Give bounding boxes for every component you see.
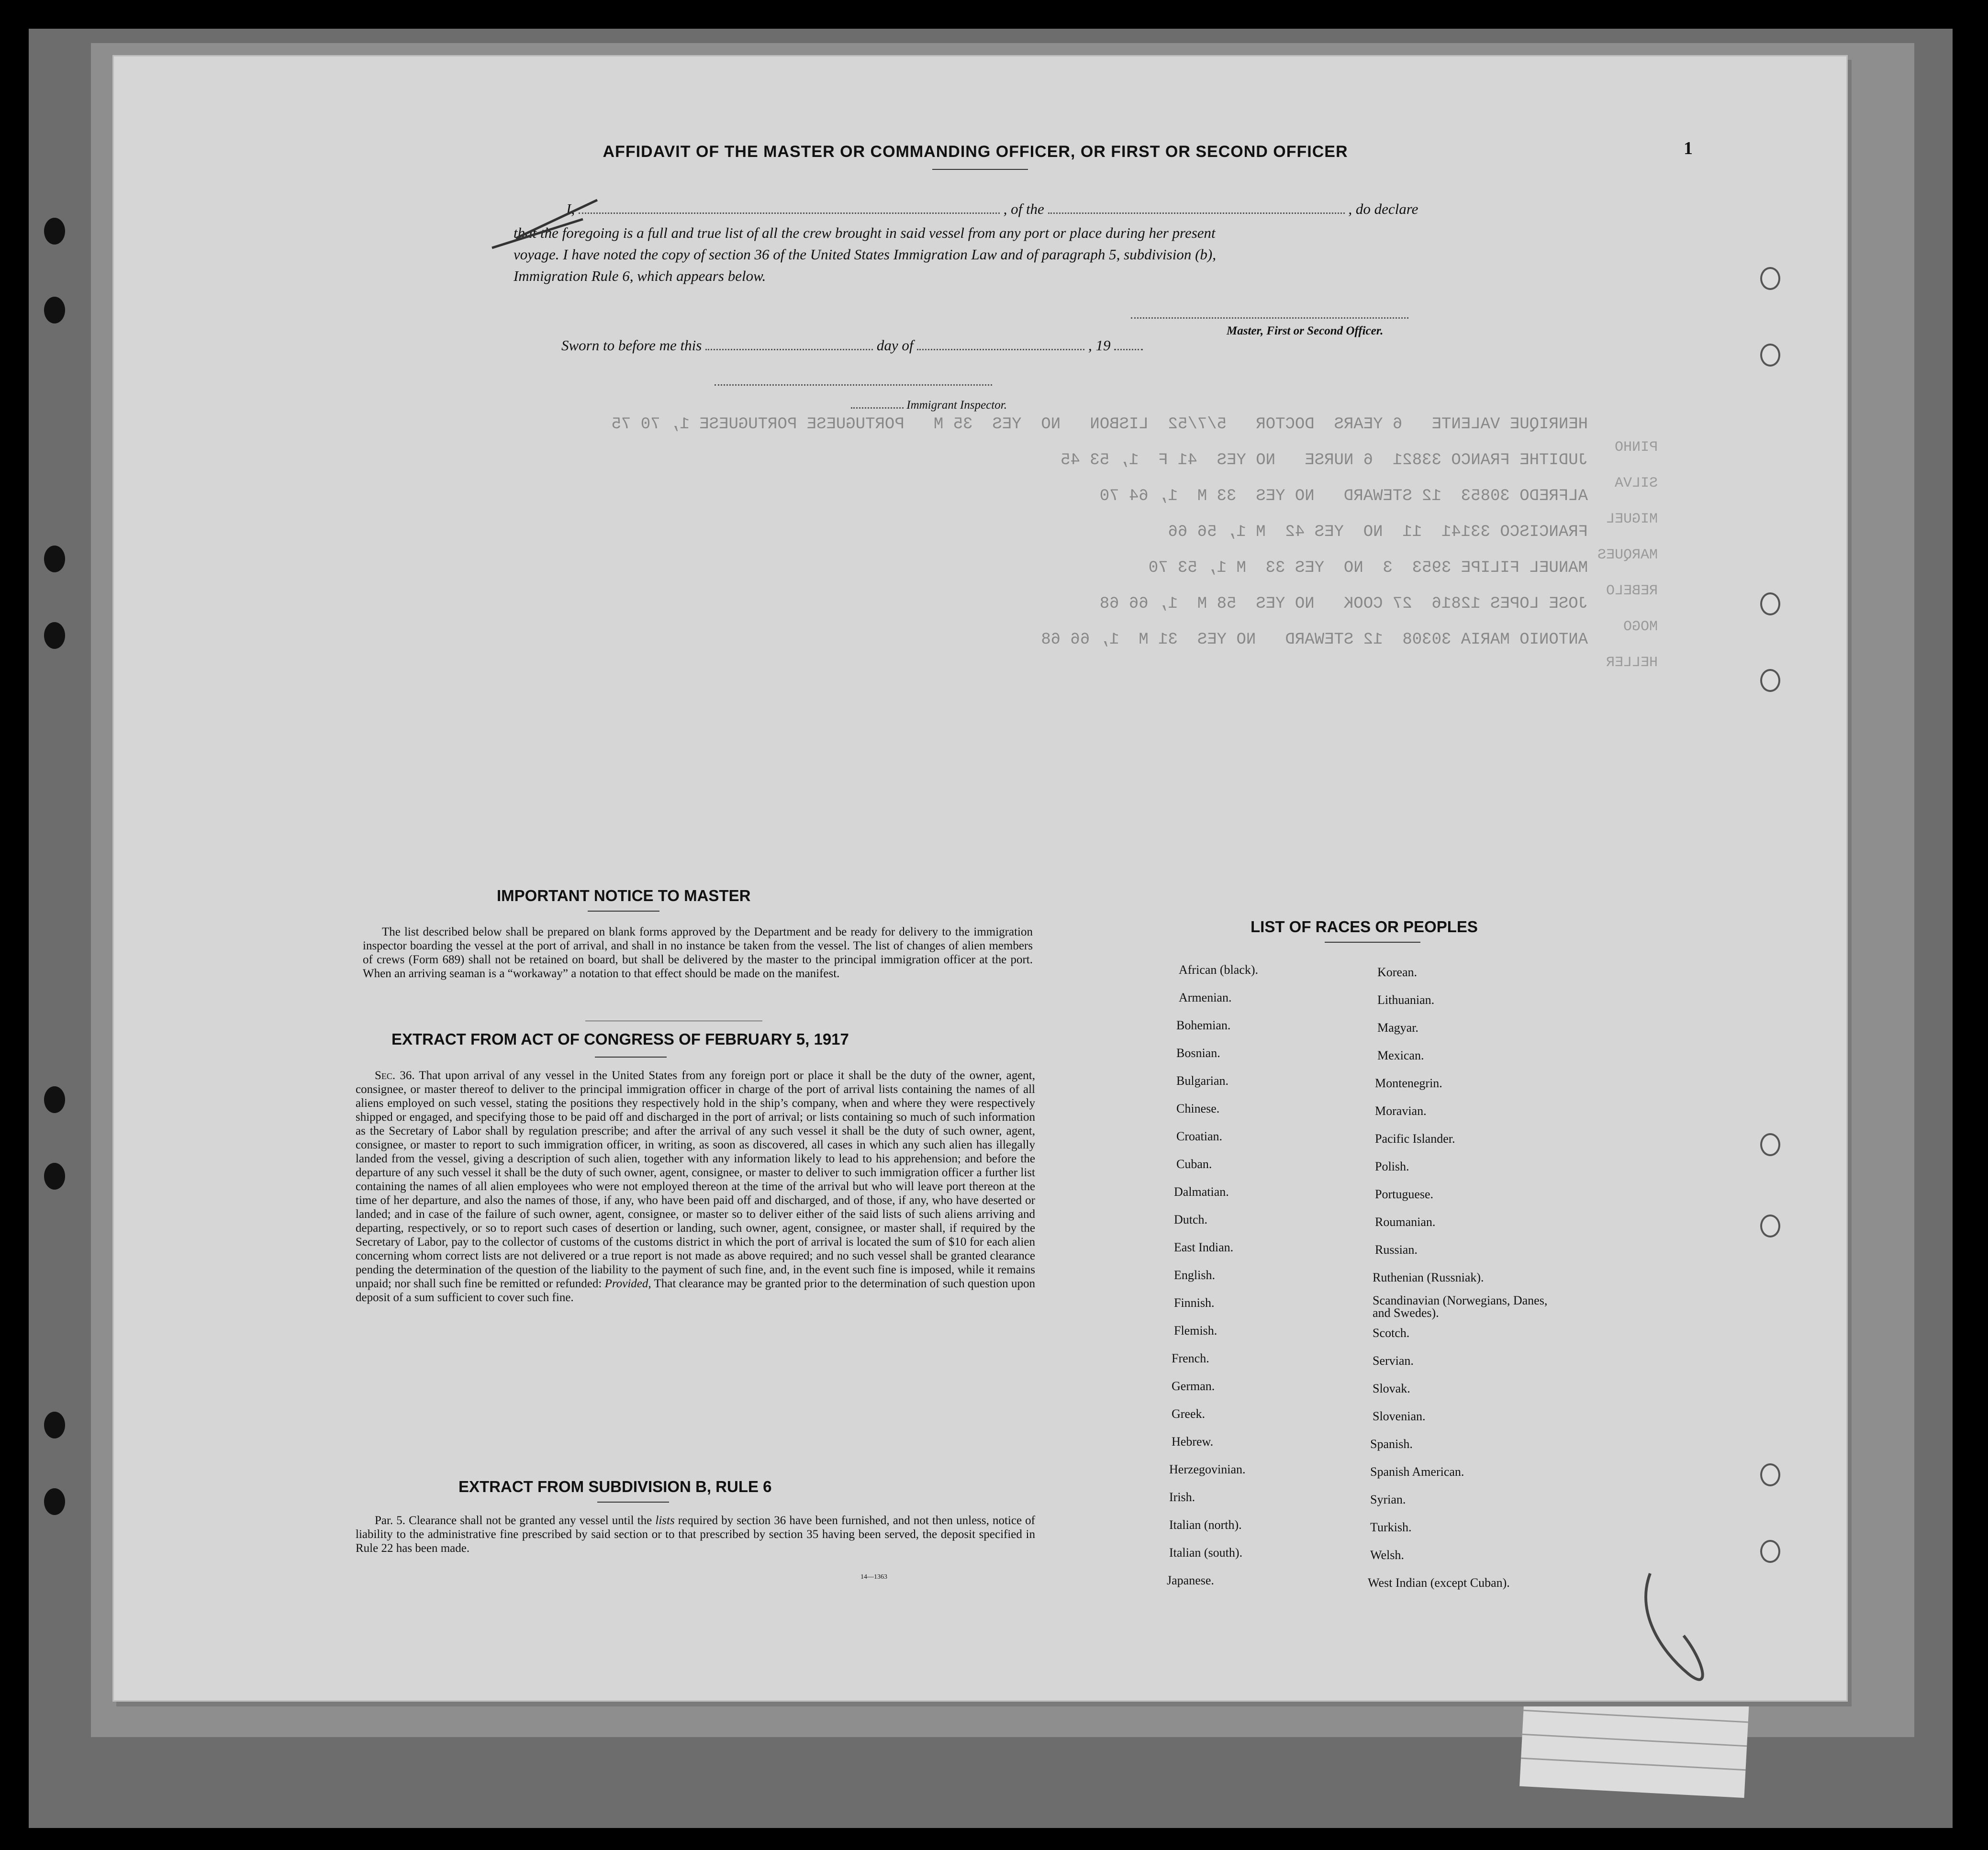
race-item: Greek. [1172,1407,1206,1421]
race-item: Dalmatian. [1174,1185,1229,1199]
race-item: Turkish. [1370,1520,1412,1534]
race-item: Lithuanian. [1377,993,1435,1007]
races-column-2 [1368,958,1554,1597]
race-item: Korean. [1377,965,1418,979]
races-title: LIST OF RACES OR PEOPLES [1251,918,1478,936]
race-item: Irish. [1169,1490,1195,1504]
binder-hole-icon [44,622,65,649]
race-item: Flemish. [1174,1324,1217,1337]
binder-hole-icon [44,546,65,572]
notice-body: The list described below shall be prepared on blank forms approved by the Department and be ready for delivery to the immigration inspector boarding the vessel at the port of arrival, and shall in no instance be taken from the vessel. The list of changes of alien members of crews (Form 689) shall not be retained on board, but shall be delivered by the master to the principal immigration officer at the port. When an arriving seaman is a “workaway” a notation to that effect should be made on the manifest. [363,925,1033,980]
race-item: African (black). [1179,963,1259,977]
form-number: 14—1363 [860,1573,887,1581]
race-item: Italian (north). [1169,1518,1242,1532]
pen-stroke-icon [487,190,612,267]
affidavit-line-1: I, , of the , do declare [566,201,1418,217]
race-item: West Indian (except Cuban). [1368,1576,1510,1590]
bleed-through-row: ALFREDO 30853 12 STEWARD NO YES 33 M 1, 64 70 [1099,487,1588,505]
extract-act-title: EXTRACT FROM ACT OF CONGRESS OF FEBRUARY 5, 1917 [391,1030,849,1048]
race-item: Chinese. [1176,1102,1220,1115]
race-item: Bohemian. [1176,1018,1231,1032]
bleed-through-row: HENRIQUE VALENTE 6 YEARS DOCTOR 5/7/52 LISBON NO YES 35 M PORTUGUESE PORTUGUESE 1, 70 75 [611,415,1588,434]
punch-hole-icon [1760,344,1780,367]
affidavit-line-4: Immigration Rule 6, which appears below. [514,267,766,284]
bleed-through-names: PINHO SILVA MIGUEL MARQUES REBELO MOGO HELLER [1597,439,1658,671]
race-item: Syrian. [1370,1493,1406,1506]
race-item: Russian. [1375,1243,1418,1257]
race-item: Dutch. [1174,1213,1208,1226]
page-mark: 1 [1684,138,1693,158]
paper-stub [1519,1691,1749,1798]
race-item: French. [1172,1351,1209,1365]
punch-hole-icon [1760,1133,1780,1156]
race-item: German. [1172,1379,1215,1393]
race-item: East Indian. [1174,1240,1234,1254]
sworn-line: Sworn to before me this day of , 19 [561,336,1279,355]
punch-hole-icon [1760,267,1780,290]
race-item: Moravian. [1375,1104,1427,1118]
bleed-through-row: MANUEL FILIPE 3953 3 NO YES 33 M 1, 53 70 [1148,559,1588,577]
bleed-through-row: ANTONIO MARIA 30308 12 STEWARD NO YES 31 M 1, 66 68 [1041,631,1588,649]
binder-hole-icon [44,1086,65,1113]
race-item: Montenegrin. [1375,1076,1442,1090]
affidavit-line-2: that the foregoing is a full and true list of all the crew brought in said vessel from any port or place during her present [514,224,1216,241]
race-item: Scandinavian (Norwegians, Danes, and Swedes). [1373,1293,1548,1320]
race-item: Armenian. [1179,991,1232,1004]
race-item: Welsh. [1370,1548,1404,1562]
race-item: Servian. [1373,1354,1414,1368]
extract-rule-body: Par. 5. Clearance shall not be granted any vessel until the lists required by section 36 have been furnished, and not then unless, notice of liability to the administrative fine prescribed by said section or to that prescribed by section 35 having been served, the deposit specified in Rule 22 has been made. [356,1514,1035,1555]
race-item: English. [1174,1268,1215,1282]
race-item: Scotch. [1373,1326,1410,1340]
bleed-through-row: FRANCISCO 33141 11 NO YES 42 M 1, 56 66 [1168,523,1588,541]
extract-act-body: Sec. 36. That upon arrival of any vessel in the United States from any foreign port or place it shall be the duty of the owner, agent, consignee, or master thereof to deliver to the principal immigration officer in charge of the port of arrival lists containing the names of all aliens employed on such vessel, stating the positions they respectively hold in the ship’s company, when and where they were respectively shipped or engaged, and specifying those to be paid off and discharged in the port of arrival; or lists containing so much of such information as the Secretary of Labor shall by regulation prescribe; and after the arrival of any such vessel it shall be the duty of such owner, agent, consignee, or master to report to such immigration officer, in writing, as soon as discovered, all cases in which any such alien has illegally landed from the vessel, giving a description of such alien, together with any information likely to lead to his apprehension; and before the departure of any such vessel it shall be the duty of such owner, agent, consignee, or master to deliver to such immigration officer a further list containing the names of all alien employees who were not employed thereon at the time of the arrival but who will leave port thereon at the time of her departure, and also the names of those, if any, who have been paid off and discharged, and of those, if any, who have deserted or landed; and in case of the failure of such owner, agent, consignee, or master so to deliver either of the said lists of such aliens arriving and departing, respectively, or so to report such cases of desertion or landing, such owner, agent, consignee, or master shall, if required by the Secretary of Labor, pay to the collector of customs of the customs district in which the port of arrival is located the sum of $10 for each alien concerning whom correct lists are not delivered or a true report is not made as above required; and no such vessel shall be granted clearance pending the determination of the question of the liability to the payment of such fine, and, in the event such fine is imposed, while it remains unpaid; nor shall such fine be remitted or refunded: Provided, That clearance may be granted prior to the determination of such question upon deposit of a sum sufficient to cover such fine. [356,1069,1036,1304]
race-item: Hebrew. [1172,1435,1214,1449]
binder-hole-icon [44,297,65,323]
binder-hole-icon [44,1488,65,1515]
race-item: Magyar. [1377,1021,1418,1035]
punch-hole-icon [1760,669,1780,692]
race-item: Herzegovinian. [1169,1462,1246,1476]
binder-hole-icon [44,218,65,245]
race-item: Bulgarian. [1176,1074,1229,1088]
race-item: Pacific Islander. [1375,1132,1455,1146]
punch-hole-icon [1760,1540,1780,1563]
race-item: Roumanian. [1375,1215,1436,1229]
punch-hole-icon [1760,1463,1780,1486]
document-page [112,55,1848,1702]
race-item: Bosnian. [1176,1046,1220,1060]
race-item: Italian (south). [1169,1546,1243,1560]
affidavit-title: AFFIDAVIT OF THE MASTER OR COMMANDING OFFICER, OR FIRST OR SECOND OFFICER [603,143,1348,161]
bleed-through-row: JUDITHE FRANCO 33821 6 NURSE NO YES 41 F 1, 53 45 [1061,451,1588,469]
races-column-1 [1167,956,1259,1594]
race-item: Croatian. [1176,1129,1223,1143]
race-item: Slovenian. [1373,1409,1426,1423]
binder-hole-icon [44,1412,65,1438]
race-item: Mexican. [1377,1048,1424,1062]
race-item: Polish. [1375,1159,1409,1173]
race-item: Portuguese. [1375,1187,1434,1201]
affidavit-line-3: voyage. I have noted the copy of section 36 of the United States Immigration Law and of paragraph 5, subdivision (b), [514,246,1216,263]
race-item: Japanese. [1167,1573,1214,1587]
race-item: Finnish. [1174,1296,1215,1310]
master-signature-label: Master, First or Second Officer. [1227,324,1384,337]
race-item: Ruthenian (Russniak). [1373,1270,1484,1284]
bleed-through-row: JOSE LOPES 12816 27 COOK NO YES 58 M 1, 66 68 [1099,595,1588,613]
punch-hole-icon [1760,592,1780,615]
race-item: Cuban. [1176,1157,1212,1171]
notice-title: IMPORTANT NOTICE TO MASTER [497,887,751,904]
punch-hole-icon [1760,1215,1780,1237]
binder-hole-icon [44,1163,65,1190]
race-item: Spanish American. [1370,1465,1464,1479]
race-item: Slovak. [1373,1382,1410,1395]
pencil-mark-icon [1631,1564,1727,1698]
race-item: Spanish. [1370,1437,1413,1451]
inspector-label: Immigrant Inspector. [851,396,1007,414]
extract-rule-title: EXTRACT FROM SUBDIVISION B, RULE 6 [458,1478,772,1495]
